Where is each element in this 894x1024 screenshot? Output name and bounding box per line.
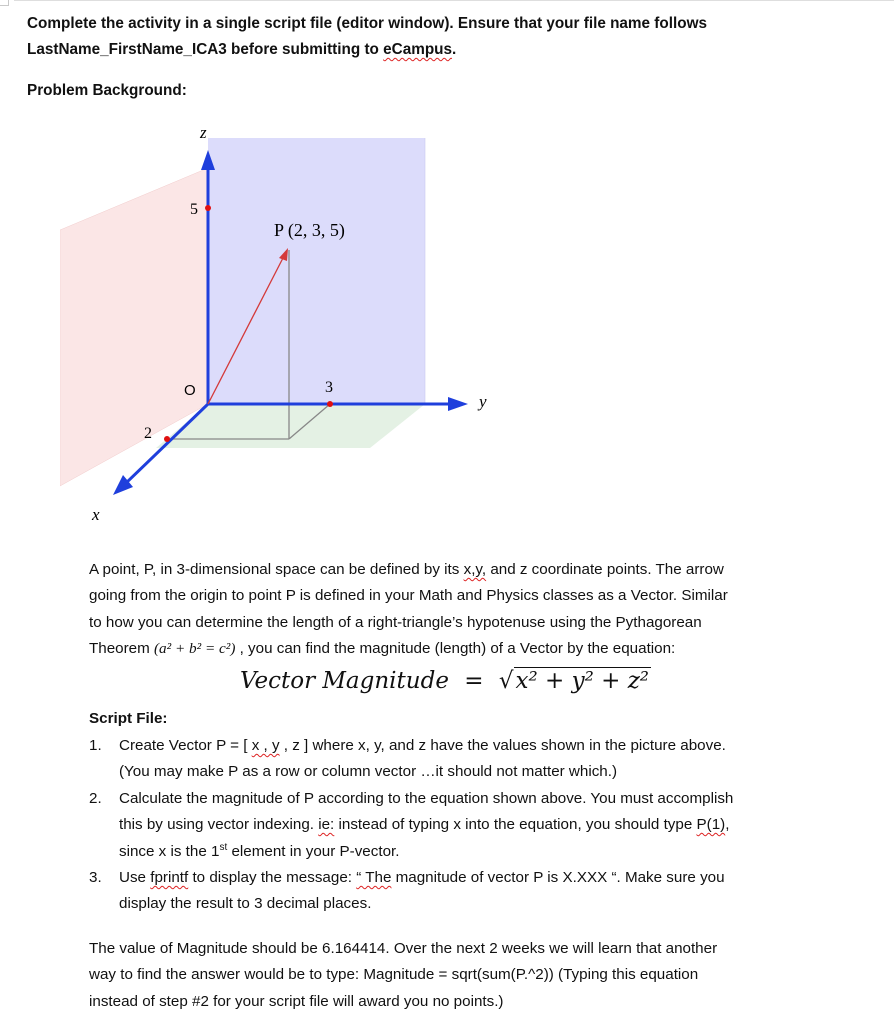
magnitude-equation (240, 668, 651, 694)
equation-lhs: Vector Magnitude (240, 668, 449, 694)
z-tick-point (205, 205, 211, 211)
para-line-3: to how you can determine the length of a right-triangle’s hypotenuse using the Pythagorean (89, 613, 702, 631)
para-line-2: going from the origin to point P is defined in your Math and Physics classes as a Vector. Similar (89, 587, 728, 605)
ecampus-word: eCampus (383, 41, 453, 58)
equation-equals: = (464, 668, 484, 694)
equation-sqrt (499, 668, 651, 694)
background-paragraph (89, 557, 849, 663)
step-3-line-1e: magnitude of vector P is X.XXX “. Make sure you (391, 869, 725, 887)
y-axis-arrowhead (448, 397, 468, 411)
x-axis-label: x (92, 505, 100, 524)
intro-line-2-prefix: LastName_FirstName_ICA3 before submitting to (27, 41, 384, 58)
step-3-fprintf: fprintf (150, 869, 189, 887)
step-1-number: 1. (89, 737, 102, 754)
step-1-line-1c: , z ] where x, y, and z have the values shown in the picture above. (279, 737, 726, 754)
closing-line-2: way to find the answer would be to type: Magnitude = sqrt(sum(P.^2)) (Typing this equation (89, 966, 699, 984)
y-axis-label: y (479, 392, 487, 411)
coordinate-figure (60, 118, 530, 530)
step-2-p1: P(1) (696, 816, 726, 834)
point-p-label: P (2, 3, 5) (274, 220, 345, 240)
x-tick-point (164, 436, 170, 442)
step-1-xy: x , y (251, 737, 280, 754)
x-tick-label: 2 (144, 425, 152, 442)
step-3-line-2: display the result to 3 decimal places. (119, 895, 372, 913)
step-3-line-1a: Use (119, 869, 151, 887)
script-file-heading: Script File: (89, 710, 168, 727)
para-line-4b: , you can find the magnitude (length) of a Vector by the equation: (235, 640, 676, 658)
para-line-4 (89, 636, 849, 662)
step-3-line-1c: to display the message: (188, 869, 357, 887)
yz-plane (208, 138, 425, 404)
intro-line-1: Complete the activity in a single script file (editor window). Ensure that your file name follows (27, 15, 707, 32)
z-tick-label: 5 (190, 201, 198, 218)
y-tick-point (327, 401, 333, 407)
step-2-line-3b: element in your P-vector. (227, 842, 400, 860)
para-line-1a: A point, P, in 3-dimensional space can be defined by its (89, 561, 464, 578)
step-2-number: 2. (89, 789, 102, 807)
step-2-line-2c: instead of typing x into the equation, you should type (334, 816, 697, 834)
xy-word: x,y, (463, 561, 487, 578)
step-2-line-3a: since x is the 1 (119, 842, 220, 860)
problem-background-heading: Problem Background: (27, 82, 187, 99)
equation-radicand: x² + y² + z² (515, 668, 650, 694)
intro-line-2-suffix: . (452, 41, 457, 58)
pythagorean-formula: (a² + b² = c²) (154, 640, 236, 658)
closing-line-1: The value of Magnitude should be 6.164414. Over the next 2 weeks we will learn that another (89, 940, 718, 957)
step-2-line-3 (119, 839, 869, 865)
page-corner-mark (0, 0, 9, 6)
para-line-1 (89, 557, 849, 583)
step-2-line-2e: , (725, 816, 730, 834)
step-2-line-1: Calculate the magnitude of P according to the equation shown above. You must accomplish (119, 789, 734, 807)
step-3-the: “ The (356, 869, 392, 887)
closing-line-3: instead of step #2 for your script file will award you no points.) (89, 992, 504, 1010)
step-1-line-1 (119, 733, 869, 759)
step-3-number: 3. (89, 869, 102, 887)
para-line-1c: and z coordinate points. The arrow (486, 561, 724, 578)
step-2-ie: ie: (318, 816, 335, 834)
instructions-intro (27, 11, 707, 63)
sqrt-symbol: √ (498, 668, 514, 694)
step-3 (89, 865, 869, 918)
closing-paragraph (89, 936, 849, 1015)
step-2-superscript: st (219, 841, 228, 853)
z-axis-label: z (200, 123, 207, 142)
intro-line-2 (27, 37, 707, 63)
y-tick-label: 3 (325, 379, 333, 396)
page-top-border (14, 0, 894, 1)
step-2-line-2a: this by using vector indexing. (119, 816, 319, 834)
step-1 (89, 733, 869, 786)
step-2-line-2 (119, 812, 869, 838)
origin-label: O (184, 382, 196, 399)
step-3-line-1 (119, 865, 869, 891)
step-1-line-2: (You may make P as a row or column vector …it should not matter which.) (119, 763, 618, 781)
step-2 (89, 786, 869, 865)
step-1-line-1a: Create Vector P = [ (119, 737, 252, 754)
para-line-4a: Theorem (89, 640, 154, 658)
steps-list (89, 733, 869, 918)
